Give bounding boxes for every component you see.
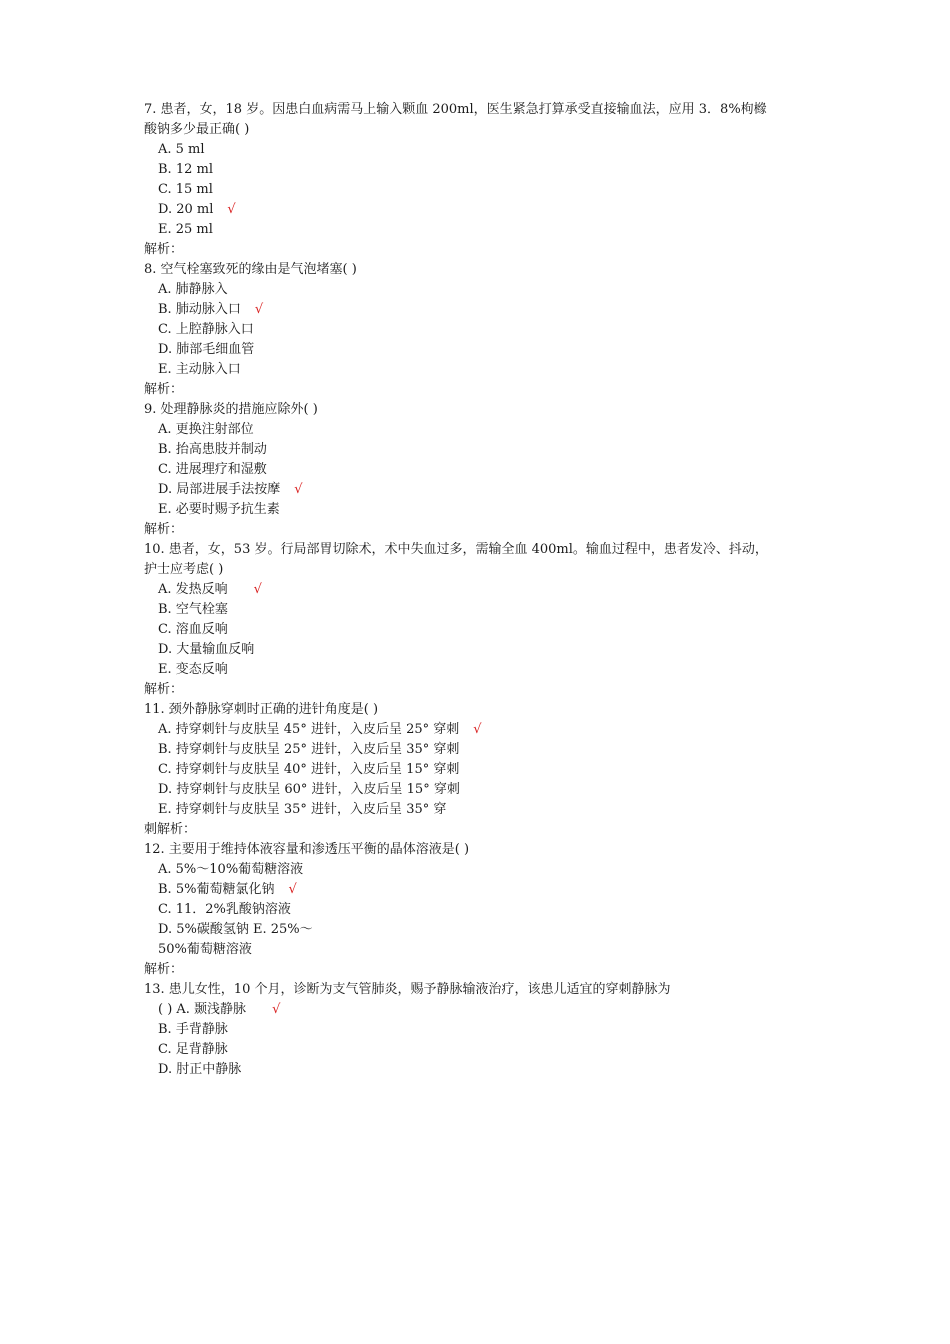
option-text: C. 足背静脉	[158, 1042, 228, 1057]
answer-option	[144, 1040, 814, 1060]
question-stem: 11. 颈外静脉穿刺时正确的进针角度是( )	[144, 702, 379, 717]
answer-option	[144, 360, 814, 380]
option-text: B. 空气栓塞	[158, 602, 228, 617]
correct-check-icon: √	[253, 582, 262, 597]
question-block	[144, 840, 814, 980]
option-text: B. 5%葡萄糖氯化钠	[158, 882, 275, 897]
answer-option	[144, 740, 814, 760]
option-text: E. 必要时赐予抗生素	[158, 502, 280, 517]
option-text: E. 主动脉入口	[158, 362, 241, 377]
question-block	[144, 400, 814, 540]
answer-option	[144, 440, 814, 460]
answer-option	[144, 340, 814, 360]
answer-option	[144, 580, 814, 600]
option-text: E. 25 ml	[158, 222, 213, 237]
option-text: A. 5%～10%葡萄糖溶液	[158, 862, 304, 877]
option-text: B. 抬高患肢并制动	[158, 442, 267, 457]
question-stem: 12. 主要用于维持体液容量和渗透压平衡的晶体溶液是( )	[144, 842, 470, 857]
answer-option	[144, 220, 814, 240]
answer-option	[144, 280, 814, 300]
analysis-label: 解析：	[144, 382, 184, 397]
correct-check-icon: √	[272, 1002, 281, 1017]
answer-option	[144, 880, 814, 900]
answer-option	[144, 420, 814, 440]
option-text: A. 发热反响	[158, 582, 228, 597]
question-stem: 护士应考虑( )	[144, 562, 224, 577]
analysis-label: 解析：	[144, 522, 184, 537]
option-text: D. 20 ml	[158, 202, 214, 217]
question-block	[144, 540, 814, 700]
option-text: C. 溶血反响	[158, 622, 228, 637]
correct-check-icon: √	[294, 482, 303, 497]
answer-option	[144, 1000, 814, 1020]
option-text: B. 12 ml	[158, 162, 213, 177]
answer-option	[144, 480, 814, 500]
analysis-label: 解析：	[144, 682, 184, 697]
question-stem: 酸钠多少最正确( )	[144, 122, 250, 137]
option-text: A. 更换注射部位	[158, 422, 254, 437]
question-block	[144, 100, 814, 260]
answer-option	[144, 600, 814, 620]
answer-option	[144, 940, 814, 960]
answer-option	[144, 860, 814, 880]
answer-option	[144, 320, 814, 340]
option-text: D. 肺部毛细血管	[158, 342, 255, 357]
correct-check-icon: √	[473, 722, 482, 737]
option-text: D. 持穿刺针与皮肤呈 60° 进针，入皮后呈 15° 穿刺	[158, 782, 460, 797]
answer-option	[144, 1060, 814, 1080]
option-text: C. 持穿刺针与皮肤呈 40° 进针，入皮后呈 15° 穿刺	[158, 762, 460, 777]
answer-option	[144, 660, 814, 680]
option-text: D. 肘正中静脉	[158, 1062, 242, 1077]
question-block	[144, 260, 814, 400]
option-text: E. 变态反响	[158, 662, 228, 677]
answer-option	[144, 1020, 814, 1040]
question-list	[144, 100, 814, 1080]
option-text: B. 手背静脉	[158, 1022, 228, 1037]
option-text: C. 进展理疗和湿敷	[158, 462, 267, 477]
question-block	[144, 980, 814, 1080]
question-stem: 8. 空气栓塞致死的缘由是气泡堵塞( )	[144, 262, 357, 277]
question-stem: 13. 患儿女性，10 个月，诊断为支气管肺炎，赐予静脉输液治疗，该患儿适宜的穿刺静脉为	[144, 982, 671, 997]
answer-option	[144, 800, 814, 820]
option-text: A. 持穿刺针与皮肤呈 45° 进针，入皮后呈 25° 穿刺	[158, 722, 460, 737]
answer-option	[144, 500, 814, 520]
correct-check-icon: √	[288, 882, 297, 897]
option-text: D. 大量输血反响	[158, 642, 255, 657]
answer-option	[144, 140, 814, 160]
answer-option	[144, 620, 814, 640]
option-text: A. 肺静脉入	[158, 282, 228, 297]
answer-option	[144, 460, 814, 480]
question-stem: 9. 处理静脉炎的措施应除外( )	[144, 402, 318, 417]
answer-option	[144, 900, 814, 920]
option-text: ( ) A. 颞浅静脉	[158, 1002, 247, 1017]
option-text: C. 上腔静脉入口	[158, 322, 254, 337]
option-text: D. 局部进展手法按摩	[158, 482, 281, 497]
option-text: C. 11．2%乳酸钠溶液	[158, 902, 291, 917]
correct-check-icon: √	[254, 302, 264, 317]
question-block	[144, 700, 814, 840]
answer-option	[144, 920, 814, 940]
option-text: 50%葡萄糖溶液	[158, 942, 252, 957]
analysis-label: 刺解析：	[144, 822, 197, 837]
option-text: B. 持穿刺针与皮肤呈 25° 进针，入皮后呈 35° 穿刺	[158, 742, 460, 757]
question-stem: 7. 患者，女，18 岁。因患白血病需马上输入颗血 200ml，医生紧急打算承受直接输血法，应用 3．8%枸橼	[144, 102, 767, 117]
option-text: A. 5 ml	[158, 142, 205, 157]
option-text: C. 15 ml	[158, 182, 213, 197]
answer-option	[144, 780, 814, 800]
answer-option	[144, 160, 814, 180]
option-text: D. 5%碳酸氢钠 E. 25%～	[158, 922, 313, 937]
analysis-label: 解析：	[144, 242, 184, 257]
analysis-label: 解析：	[144, 962, 184, 977]
answer-option	[144, 180, 814, 200]
answer-option	[144, 300, 814, 320]
correct-check-icon: √	[227, 202, 236, 217]
question-stem: 10. 患者，女，53 岁。行局部胃切除术，术中失血过多，需输全血 400ml。输血过程中，患者发冷、抖动，	[144, 542, 768, 557]
answer-option	[144, 720, 814, 740]
option-text: B. 肺动脉入口	[158, 302, 241, 317]
option-text: E. 持穿刺针与皮肤呈 35° 进针，入皮后呈 35° 穿	[158, 802, 447, 817]
answer-option	[144, 200, 814, 220]
answer-option	[144, 640, 814, 660]
answer-option	[144, 760, 814, 780]
